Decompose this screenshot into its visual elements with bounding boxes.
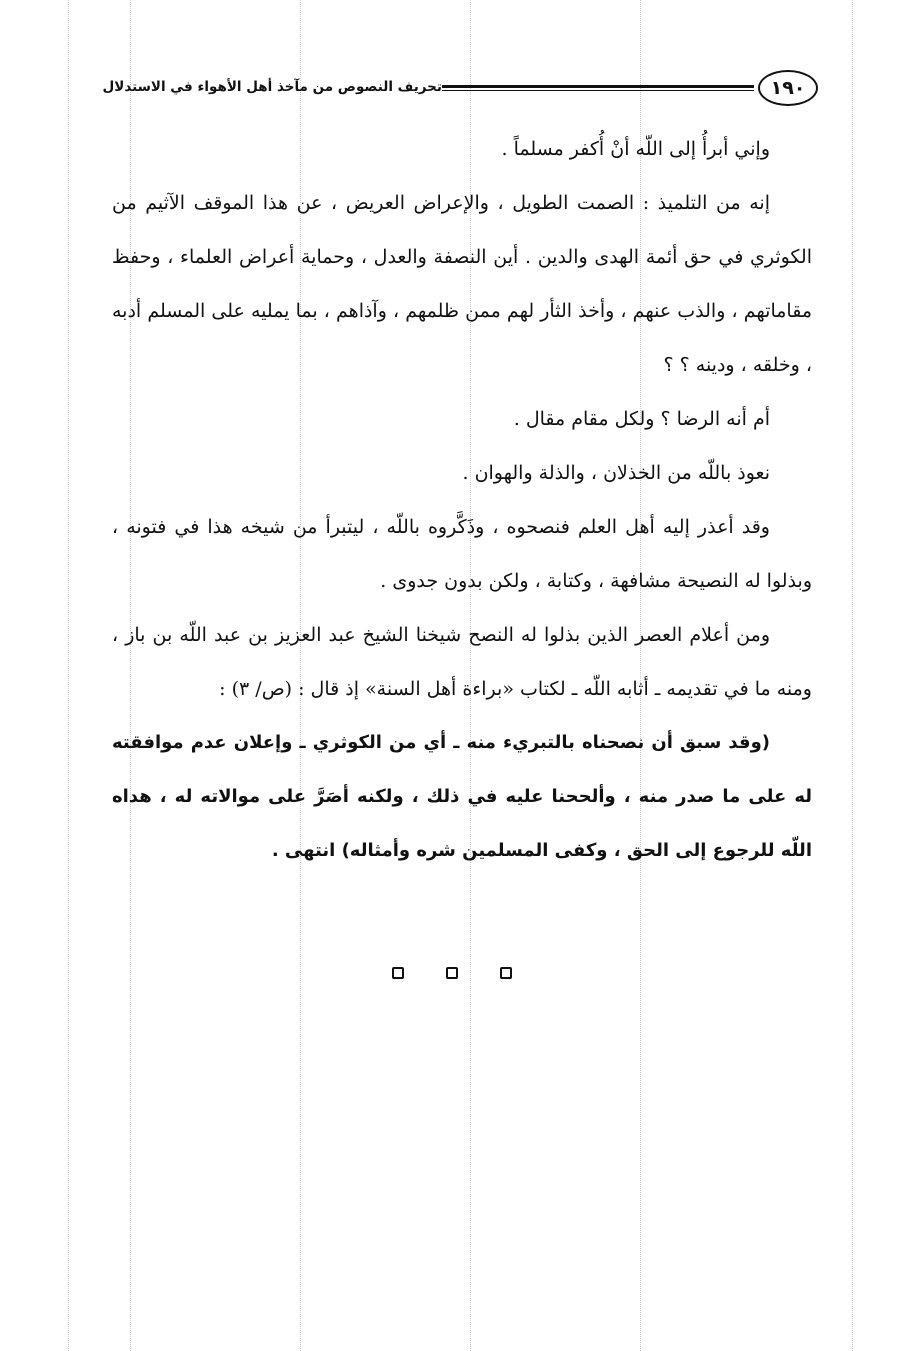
page-body [112,122,812,878]
running-title: تحريف النصوص من مآخذ أهل الأهواء في الاستدلال [102,79,442,95]
page-number: ١٩٠ [758,70,818,106]
paragraph: وقد أعذر إليه أهل العلم فنصحوه ، وذَكَّروه باللّه ، ليتبرأ من شيخه هذا في فتونه ، وبذلوا له النصيحة مشافهة ، وكتابة ، ولكن بدون جدوى . [112,516,812,592]
quoted-passage: (وقد سبق أن نصحناه بالتبريء منه ـ أي من الكوثري ـ وإعلان عدم موافقته له على ما صدر منه ، وألححنا عليه في ذلك ، ولكنه أصَرَّ على موالاته له ، هداه اللّه للرجوع إلى الحق ، وكفى المسلمين شره وأمثاله) انتهى . [112,732,812,861]
square-ornament-icon [500,967,512,979]
paragraph: نعوذ باللّه من الخذلان ، والذلة والهوان . [462,462,770,484]
paragraph: أم أنه الرضا ؟ ولكل مقام مقال . [513,408,770,430]
square-ornament-icon [446,967,458,979]
scan-dotted-line [68,0,69,1351]
section-end-marks [392,964,512,984]
paragraph: وإني أبرأُ إلى اللّه أنْ أُكفر مسلماً . [501,138,770,160]
square-ornament-icon [392,967,404,979]
paragraph: إنه من التلميذ : الصمت الطويل ، والإعراض العريض ، عن هذا الموقف الآثيم من الكوثري في حق أئمة الهدى والدين . أين النصفة والعدل ، وحماية أعراض العلماء ، وحفظ مقاماتهم ، والذب عنهم ، وأخذ الثأر لهم ممن ظلمهم ، وآذاهم ، بما يمليه على المسلم أدبه ، وخلقه ، ودينه ؟ ؟ [112,192,812,376]
scan-dotted-line [852,0,853,1351]
paragraph: ومن أعلام العصر الذين بذلوا له النصح شيخنا الشيخ عبد العزيز بن عبد اللّه بن باز ، ومنه ما في تقديمه ـ أثابه اللّه ـ لكتاب «براءة أهل السنة» إذ قال : (ص/ ٣) : [112,624,812,700]
page-header [102,70,818,110]
header-rule [442,85,754,91]
